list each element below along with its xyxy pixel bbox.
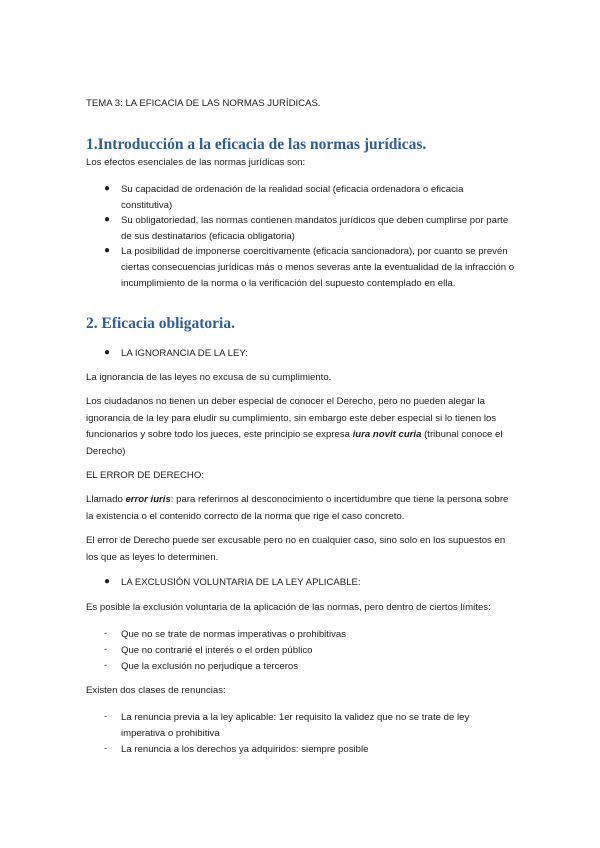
renuncias-intro: Existen dos clases de renuncias:: [86, 685, 226, 696]
error-title: EL ERROR DE DERECHO:: [86, 470, 204, 481]
section-1-heading: 1.Introducción a la eficacia de las normas jurídicas.: [86, 136, 427, 153]
exclusion-paragraph: Es posible la exclusión voluntaria de la aplicación de las normas, pero dentro de ciertos límites:: [86, 602, 491, 613]
list-item: Que no se trate de normas imperativas o prohibitivas: [121, 629, 347, 640]
error-text-a: Llamado: [86, 494, 126, 505]
iura-novit-curia: iura novit curia: [352, 429, 422, 440]
ignorancia-title: LA IGNORANCIA DE LA LEY:: [121, 348, 248, 359]
section-2-heading: 2. Eficacia obligatoria.: [86, 315, 235, 332]
ignorancia-paragraph-1: La ignorancia de las leyes no excusa de su cumplimiento.: [86, 372, 332, 383]
dash-icon: -: [104, 743, 108, 754]
list-item: La renuncia previa a la ley aplicable: 1er requisito la validez que no se trate de ley imperativa o prohibitiva: [121, 712, 470, 739]
list-item: Que no contrarié el interés o el orden público: [121, 645, 313, 656]
dash-icon: -: [104, 644, 108, 655]
section-1-intro: Los efectos esenciales de las normas jurídicas son:: [86, 157, 306, 168]
dash-icon: -: [104, 711, 108, 722]
ignorancia-text-c: (tribunal conoce el Derecho): [86, 429, 503, 457]
error-iuris: error iuris: [125, 494, 171, 505]
list-item: Su obligatoriedad, las normas contienen mandatos jurídicos que deben cumplirse por parte de sus destinatarios (eficacia obligatoria): [121, 215, 509, 242]
dash-icon: -: [104, 628, 108, 639]
ignorancia-text-a: Los ciudadanos no tienen un deber especial de conocer el Derecho, pero no pueden alegar la ignorancia de la ley para eludir su cumplimiento, sin embargo este deber especial si lo tienen los funcionarios y sobre todo los jueces, este principio se expresa: [86, 396, 497, 440]
error-text-c: : para referirnos al desconocimiento o incertidumbre que tiene la persona sobre la existencia o el contenido correcto de la norma que rige el caso concreto.: [86, 494, 509, 522]
document-title: TEMA 3: LA EFICACIA DE LAS NORMAS JURÍDICAS.: [86, 98, 321, 109]
list-item: Su capacidad de ordenación de la realidad social (eficacia ordenadora o eficacia constitutiva): [121, 184, 464, 211]
bullet-icon: ●: [104, 214, 111, 225]
ignorancia-paragraph-2: [86, 394, 510, 460]
bullet-icon: ●: [104, 576, 111, 587]
exclusion-title: LA EXCLUSIÓN VOLUNTARIA DE LA LEY APLICABLE:: [121, 577, 361, 588]
error-paragraph-1: [86, 492, 510, 525]
bullet-icon: ●: [104, 347, 111, 358]
list-item: La renuncia a los derechos ya adquiridos: siempre posible: [121, 744, 369, 755]
list-item: La posibilidad de imponerse coercitivamente (eficacia sancionadora), por cuanto se prevén ciertas consecuencias jurídicas más o menos severas ante la eventualidad de la infracción o incumplimiento de la norma o la verificación del supuesto contemplado en ella.: [121, 246, 515, 289]
bullet-icon: ●: [104, 183, 111, 194]
bullet-icon: ●: [104, 245, 111, 256]
list-item: Que la exclusión no perjudique a terceros: [121, 661, 299, 672]
error-paragraph-2: El error de Derecho puede ser excusable pero no en cualquier caso, sino solo en los supuestos en los que as leyes lo determinen.: [86, 535, 506, 563]
dash-icon: -: [104, 660, 108, 671]
